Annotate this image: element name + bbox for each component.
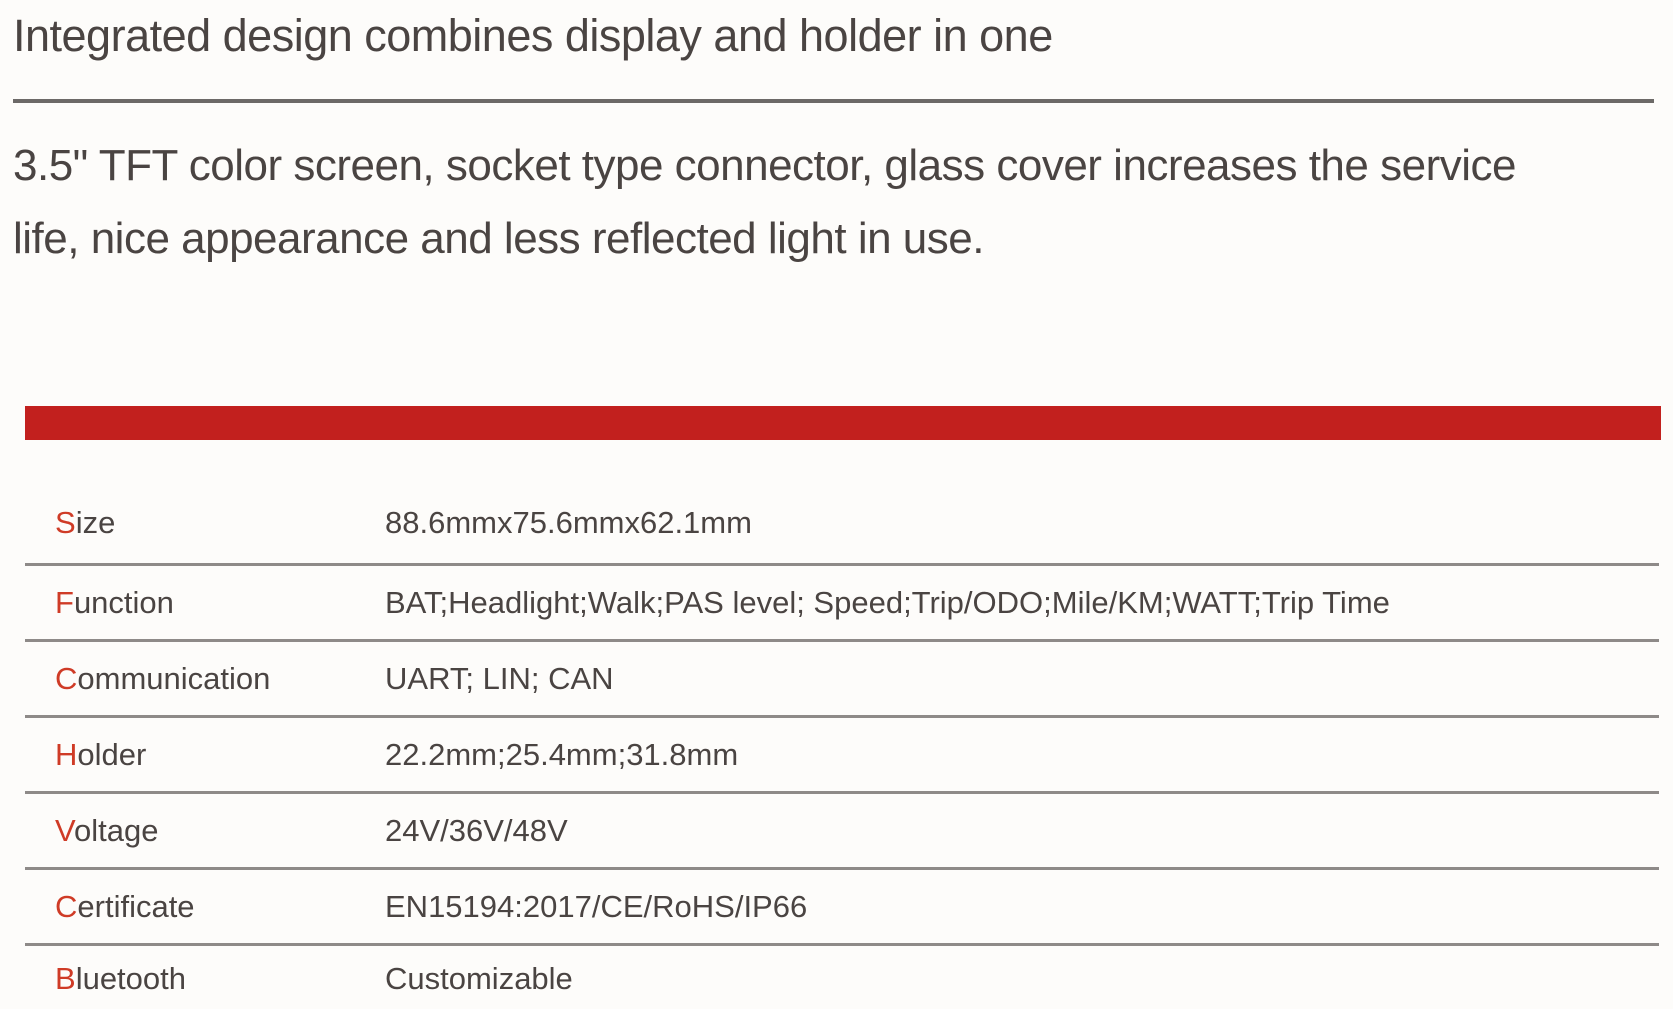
label-accent-letter: F bbox=[55, 584, 74, 620]
label-accent-letter: S bbox=[55, 504, 76, 540]
product-description bbox=[13, 129, 1516, 275]
title-divider bbox=[13, 99, 1654, 103]
description-line-2: life, nice appearance and less reflected light in use. bbox=[13, 214, 984, 263]
spec-value-voltage: 24V/36V/48V bbox=[385, 812, 568, 848]
label-accent-letter: C bbox=[55, 888, 78, 924]
spec-value-certificate: EN15194:2017/CE/RoHS/IP66 bbox=[385, 888, 808, 924]
table-row-bluetooth bbox=[25, 946, 1659, 1009]
spec-label-size: Size bbox=[55, 504, 116, 540]
spec-label-communication: Communication bbox=[55, 660, 271, 696]
description-line-1: 3.5" TFT color screen, socket type connector, glass cover increases the service bbox=[13, 141, 1516, 190]
table-row-function bbox=[25, 566, 1659, 642]
spec-label-holder: Holder bbox=[55, 736, 147, 772]
spec-value-size: 88.6mmx75.6mmx62.1mm bbox=[385, 504, 752, 540]
page-title: Integrated design combines display and holder in one bbox=[13, 10, 1053, 61]
spec-label-voltage: Voltage bbox=[55, 812, 159, 848]
spec-value-holder: 22.2mm;25.4mm;31.8mm bbox=[385, 736, 739, 772]
table-row-certificate bbox=[25, 870, 1659, 946]
table-row-communication bbox=[25, 642, 1659, 718]
spec-value-bluetooth: Customizable bbox=[385, 961, 573, 996]
label-accent-letter: V bbox=[55, 812, 74, 848]
table-row-holder bbox=[25, 718, 1659, 794]
table-row-size bbox=[25, 440, 1659, 566]
spec-label-certificate: Certificate bbox=[55, 888, 195, 924]
table-row-voltage bbox=[25, 794, 1659, 870]
label-accent-letter: H bbox=[55, 736, 78, 772]
spec-table bbox=[25, 440, 1659, 1009]
section-accent-bar bbox=[25, 406, 1661, 440]
label-accent-letter: C bbox=[55, 660, 78, 696]
spec-label-function: Function bbox=[55, 584, 174, 620]
spec-value-communication: UART; LIN; CAN bbox=[385, 660, 614, 696]
spec-value-function: BAT;Headlight;Walk;PAS level; Speed;Trip/ODO;Mile/KM;WATT;Trip Time bbox=[385, 584, 1390, 620]
label-accent-letter: B bbox=[55, 961, 76, 996]
spec-label-bluetooth: Bluetooth bbox=[55, 961, 187, 996]
